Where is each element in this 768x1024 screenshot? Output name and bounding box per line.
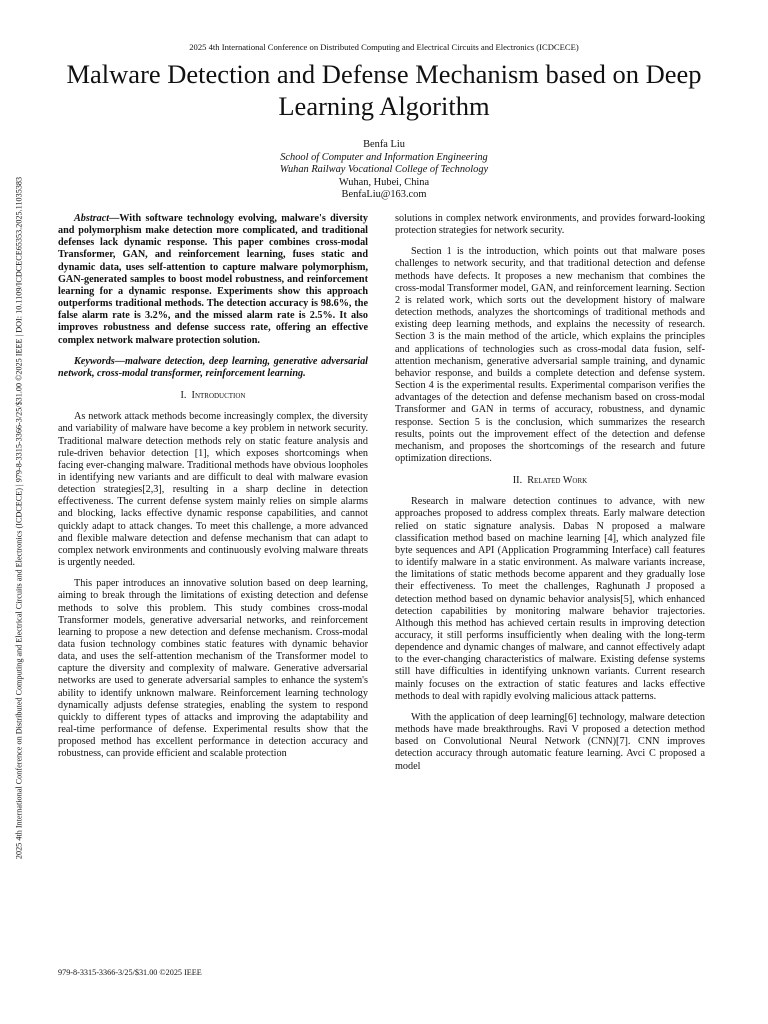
abstract — [58, 213, 368, 347]
section-heading-related-work — [395, 475, 705, 487]
section-title: Introduction — [191, 390, 246, 402]
section-number: I. — [180, 390, 187, 402]
left-column — [58, 213, 368, 770]
intro-paragraph-2: This paper introduces an innovative solution based on deep learning, aiming to break through the limitations of existing detection and defense methods to solve this problem. This study combines cross-modal Transformer models, generative adversarial networks, and reinforcement learning to propose a new detection and defense mechanism. Cross-modal data fusion technology combines static features with dynamic behavior data, and uses the self-attention mechanism of the Transformer model to capture the diversity and complexity of malware. Generative adversarial networks are used to generate adversarial samples to enhance the system's ability to identify unknown malware. Reinforcement learning technology dynamically adjusts defense strategies, enabling the system to respond quickly to different types of attacks and improving the adaptability and real-time performance of defense. Experimental results show that the proposed method has excellent performance in detection accuracy and robustness, can provide efficient and scalable protection — [58, 578, 368, 760]
copyright-footer: 979-8-3315-3366-3/25/$31.00 ©2025 IEEE — [58, 968, 202, 977]
intro-paragraph-2-continued: solutions in complex network environments, and provides forward-looking protection strategies for network security. — [395, 213, 705, 237]
author-name: Benfa Liu — [363, 139, 405, 150]
right-column — [395, 213, 705, 782]
section-heading-introduction — [58, 390, 368, 402]
intro-paragraph-1: As network attack methods become increasingly complex, the diversity and variability of malware have become a key problem in network security. Traditional malware detection methods rely on static feature analysis and rule-driven behavior detection [1], which exposes shortcomings when facing ever-changing malware. Traditional methods have obvious loopholes in identifying new variants and are difficult to deal with malware evasion detection strategies[2,3], resulting in a sharp decline in detection effectiveness. The current defense system mainly relies on simple alarms and blocking, lacks effective dynamic response capabilities, and cannot quickly adapt to attack changes. To meet this challenge, a more advanced and flexible malware detection and defense mechanism that can adapt to complex network environments and continuously evolving malware threats is urgently needed. — [58, 411, 368, 569]
intro-paragraph-3: Section 1 is the introduction, which points out that malware poses challenges to network security, and that traditional detection and defense methods have defects. It proposes a new mechanism that combines the cross-modal Transformer model, GAN, and reinforcement learning. Section 2 is related work, which sorts out the development history of malware detection methods, analyzes the shortcomings of traditional methods and existing deep learning methods, and explains the necessity of research. Section 3 is the main method of the article, which explains the principles and applications of technologies such as cross-modal data fusion, self-attention mechanism, generative adversarial sample training, and dynamic behavior response, and builds a complete detection and defense system. Section 4 is the experimental results. Experimental comparison verifies the advantages of the detection and defense mechanism based on cross-modal Transformer and GAN in terms of accuracy, robustness, and dynamic response. Section 5 is the conclusion, which summarizes the research results, points out the improvement effect of the detection and defense mechanism, and proposes the shortcomings of the research and future optimization directions. — [395, 246, 705, 464]
doi-sidebar-text: 2025 4th International Conference on Distributed Computing and Electrical Circuits and Electronics (ICDCECE) | 979-8-3315-3366-3/25/$31.00 ©2025 IEEE | DOI: 10.1109/ICDCECE65353.2025.11035383 — [14, 176, 24, 860]
abstract-text: —With software technology evolving, malware's diversity and polymorphism make detection more complicated, and traditional defenses lack dynamic response. This paper combines cross-modal Transformer, GAN, and reinforcement learning, fuses static and dynamic data, uses self-attention to capture malware polymorphism, GAN-generated samples to boost model robustness, and reinforcement learning for a dynamic response. Experiments show this approach outperforms traditional methods. The detection accuracy is 98.6%, the false alarm rate is 3.2%, and the missed alarm rate is 2.5%. It also improves robustness and defense success rate, offering an effective complex network malware protection solution. — [58, 213, 368, 346]
related-paragraph-2: With the application of deep learning[6] technology, malware detection methods have made breakthroughs. Ravi V proposed a detection method based on Convolutional Neural Network (CNN)[7]. CNN improves detection accuracy through automatic feature learning. Avci C proposed a model — [395, 711, 705, 772]
author-block — [0, 139, 768, 202]
conference-header: 2025 4th International Conference on Distributed Computing and Electrical Circuits and Electronics (ICDCECE) — [189, 42, 579, 52]
keywords: Keywords—malware detection, deep learning, generative adversarial network, cross-modal transformer, reinforcement learning. — [58, 355, 368, 379]
author-college: Wuhan Railway Vocational College of Technology — [279, 164, 489, 176]
author-department: School of Computer and Information Engineering — [280, 151, 488, 163]
abstract-lead: Abstract — [74, 213, 110, 224]
section-title: Related Work — [527, 475, 588, 487]
doi-sidebar — [4, 104, 34, 932]
paper-title: Malware Detection and Defense Mechanism based on Deep Learning Algorithm — [66, 59, 702, 121]
author-email[interactable]: BenfaLiu@163.com — [341, 189, 427, 201]
related-paragraph-1: Research in malware detection continues to advance, with new approaches proposed to address complex threats. Early malware detection relied on static signature analysis. Dabas N proposed a malware classification method based on machine learning [4], which analyzed file byte sequences and API (Application Programming Interface) call features to identify malware in a static environment. As malware variants increase, the limitations of static methods become apparent and they gradually lose their effectiveness. To meet the challenges, Raghunath J proposed a detection method based on dynamic behavior analysis[5], which enhanced detection capabilities by monitoring malware behavior trajectories. Although this method has achieved certain results in improving detection accuracy, it still performs insufficiently when dealing with the long-term dependence and dynamic changes of malware, and cannot effectively adapt to the ever-changing characteristics of malware. Existing defense systems still have difficulties in identifying unknown variants. Current research mainly focuses on the extraction of static features and lacks effective methods to deal with rapidly evolving malicious attack patterns. — [395, 496, 705, 702]
author-location: Wuhan, Hubei, China — [338, 176, 430, 188]
section-number: II. — [512, 475, 523, 487]
